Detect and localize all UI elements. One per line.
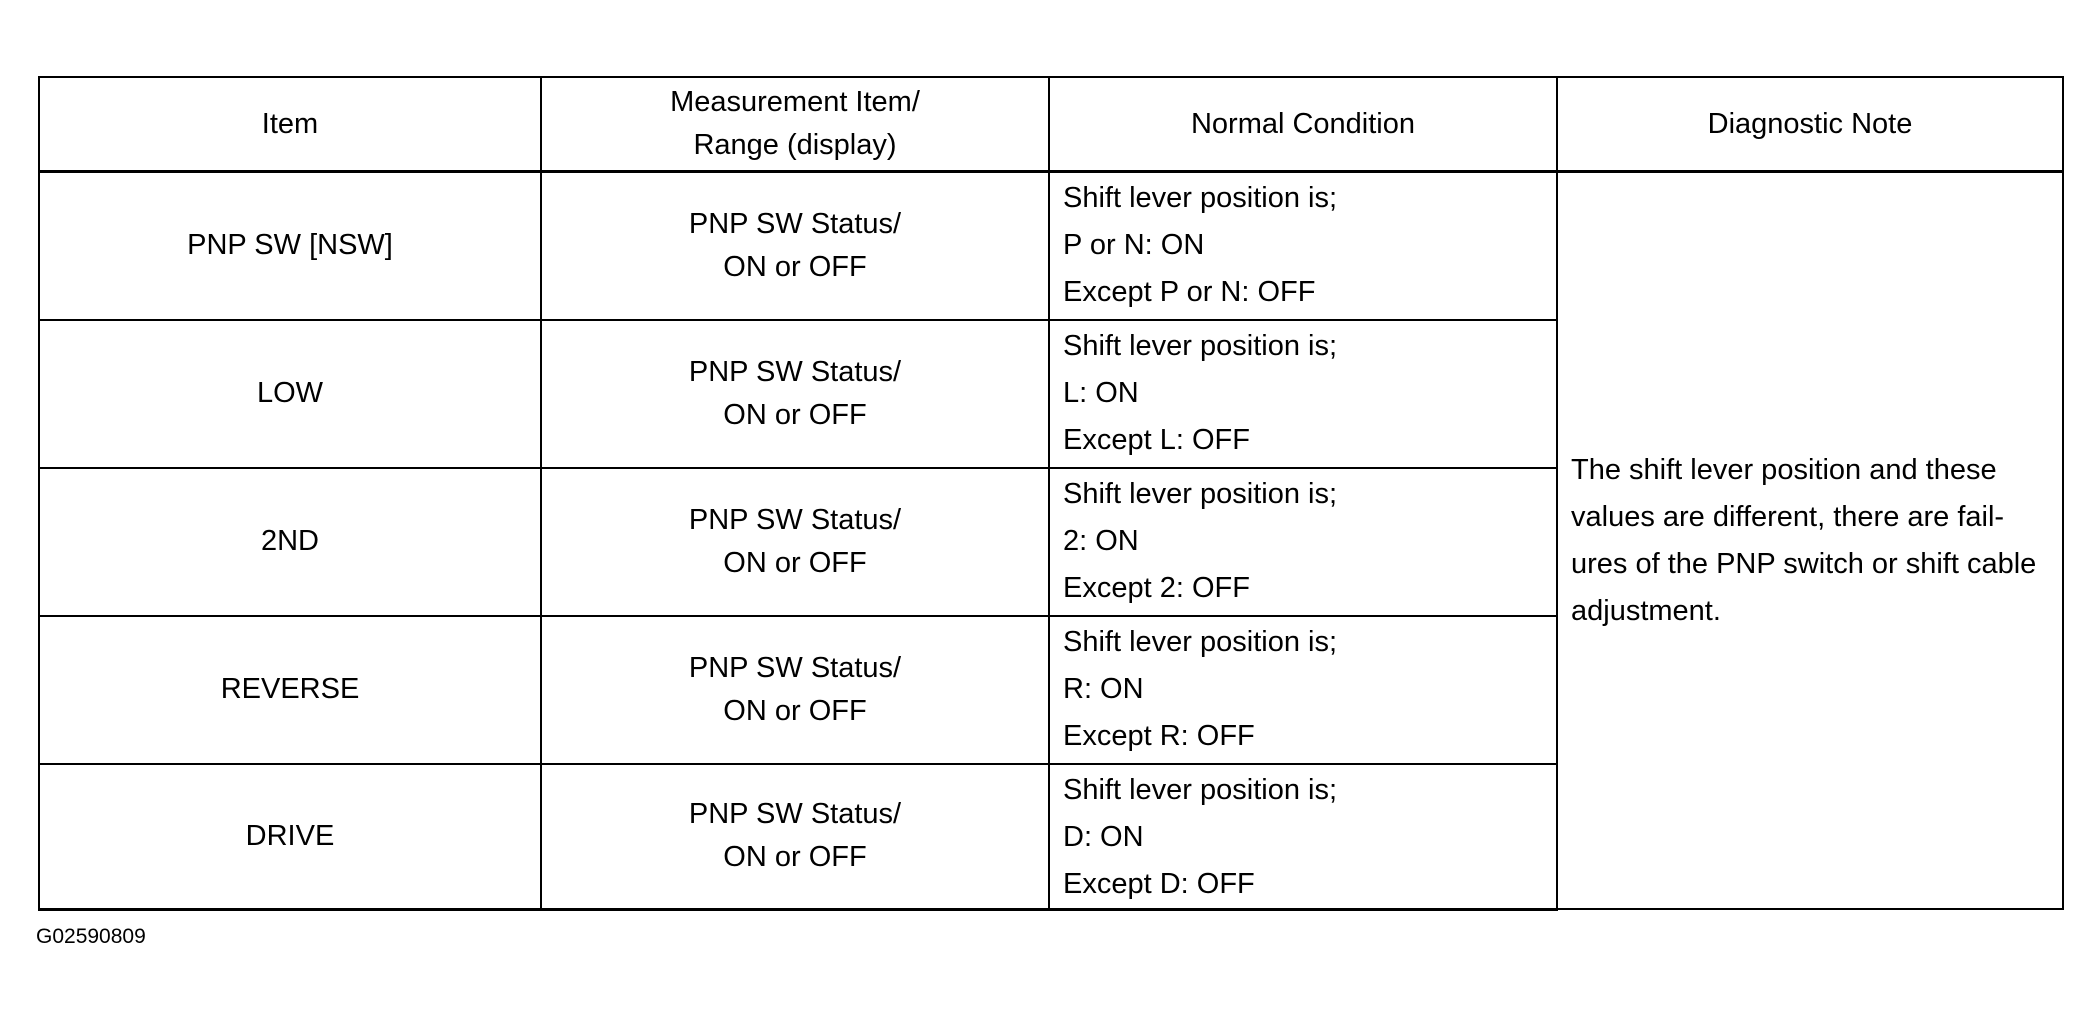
row-condition — [1049, 764, 1557, 910]
header-measurement-line1: Measurement Item/ — [670, 86, 920, 118]
row-measurement — [541, 172, 1049, 320]
table-row — [39, 172, 2063, 320]
condition-line: Shift lever position is; — [1063, 182, 1338, 214]
row-item: DRIVE — [39, 764, 541, 910]
measurement-line2: ON or OFF — [723, 694, 867, 727]
row-condition — [1049, 172, 1557, 320]
measurement-line2: ON or OFF — [723, 398, 867, 431]
row-measurement — [541, 320, 1049, 468]
row-item: PNP SW [NSW] — [39, 172, 541, 320]
row-item: LOW — [39, 320, 541, 468]
condition-line: Shift lever position is; — [1063, 329, 1338, 362]
condition-line: Except L: OFF — [1063, 423, 1250, 456]
measurement-line2: ON or OFF — [723, 250, 867, 283]
measurement-line1: PNP SW Status/ — [688, 798, 902, 830]
header-item: Item — [39, 77, 541, 172]
condition-line: R: ON — [1063, 672, 1144, 705]
row-measurement — [541, 616, 1049, 764]
diagnostic-note-cell: The shift lever position and these values are different, there are fail-ures of the PNP switch or shift cable adjustment. — [1557, 172, 2063, 910]
measurement-line2: ON or OFF — [723, 546, 867, 579]
measurement-line2: ON or OFF — [723, 841, 867, 873]
measurement-line1: PNP SW Status/ — [688, 207, 902, 240]
condition-line: L: ON — [1063, 376, 1139, 409]
condition-line: D: ON — [1063, 820, 1144, 853]
row-condition — [1049, 320, 1557, 468]
row-measurement — [541, 764, 1049, 910]
row-measurement — [541, 468, 1049, 616]
table-header-row — [39, 77, 2063, 172]
condition-line: P or N: ON — [1063, 229, 1205, 261]
figure-id: G02590809 — [36, 925, 146, 948]
row-item: REVERSE — [39, 616, 541, 764]
measurement-line1: PNP SW Status/ — [688, 651, 902, 684]
condition-line: Shift lever position is; — [1063, 477, 1338, 510]
condition-line: Except 2: OFF — [1063, 571, 1250, 604]
row-condition — [1049, 616, 1557, 764]
diagnostic-table — [38, 76, 2064, 911]
header-diagnostic-note: Diagnostic Note — [1557, 77, 2063, 172]
condition-line: 2: ON — [1063, 524, 1139, 557]
header-normal-condition: Normal Condition — [1049, 77, 1557, 172]
measurement-line1: PNP SW Status/ — [688, 355, 902, 388]
measurement-line1: PNP SW Status/ — [688, 503, 902, 536]
condition-line: Except D: OFF — [1063, 867, 1255, 900]
header-measurement-line2: Range (display) — [693, 129, 897, 161]
row-condition — [1049, 468, 1557, 616]
condition-line: Shift lever position is; — [1063, 625, 1338, 658]
condition-line: Shift lever position is; — [1063, 773, 1338, 806]
header-measurement-item — [541, 77, 1049, 172]
condition-line: Except R: OFF — [1063, 719, 1255, 752]
condition-line: Except P or N: OFF — [1063, 276, 1316, 308]
row-item: 2ND — [39, 468, 541, 616]
